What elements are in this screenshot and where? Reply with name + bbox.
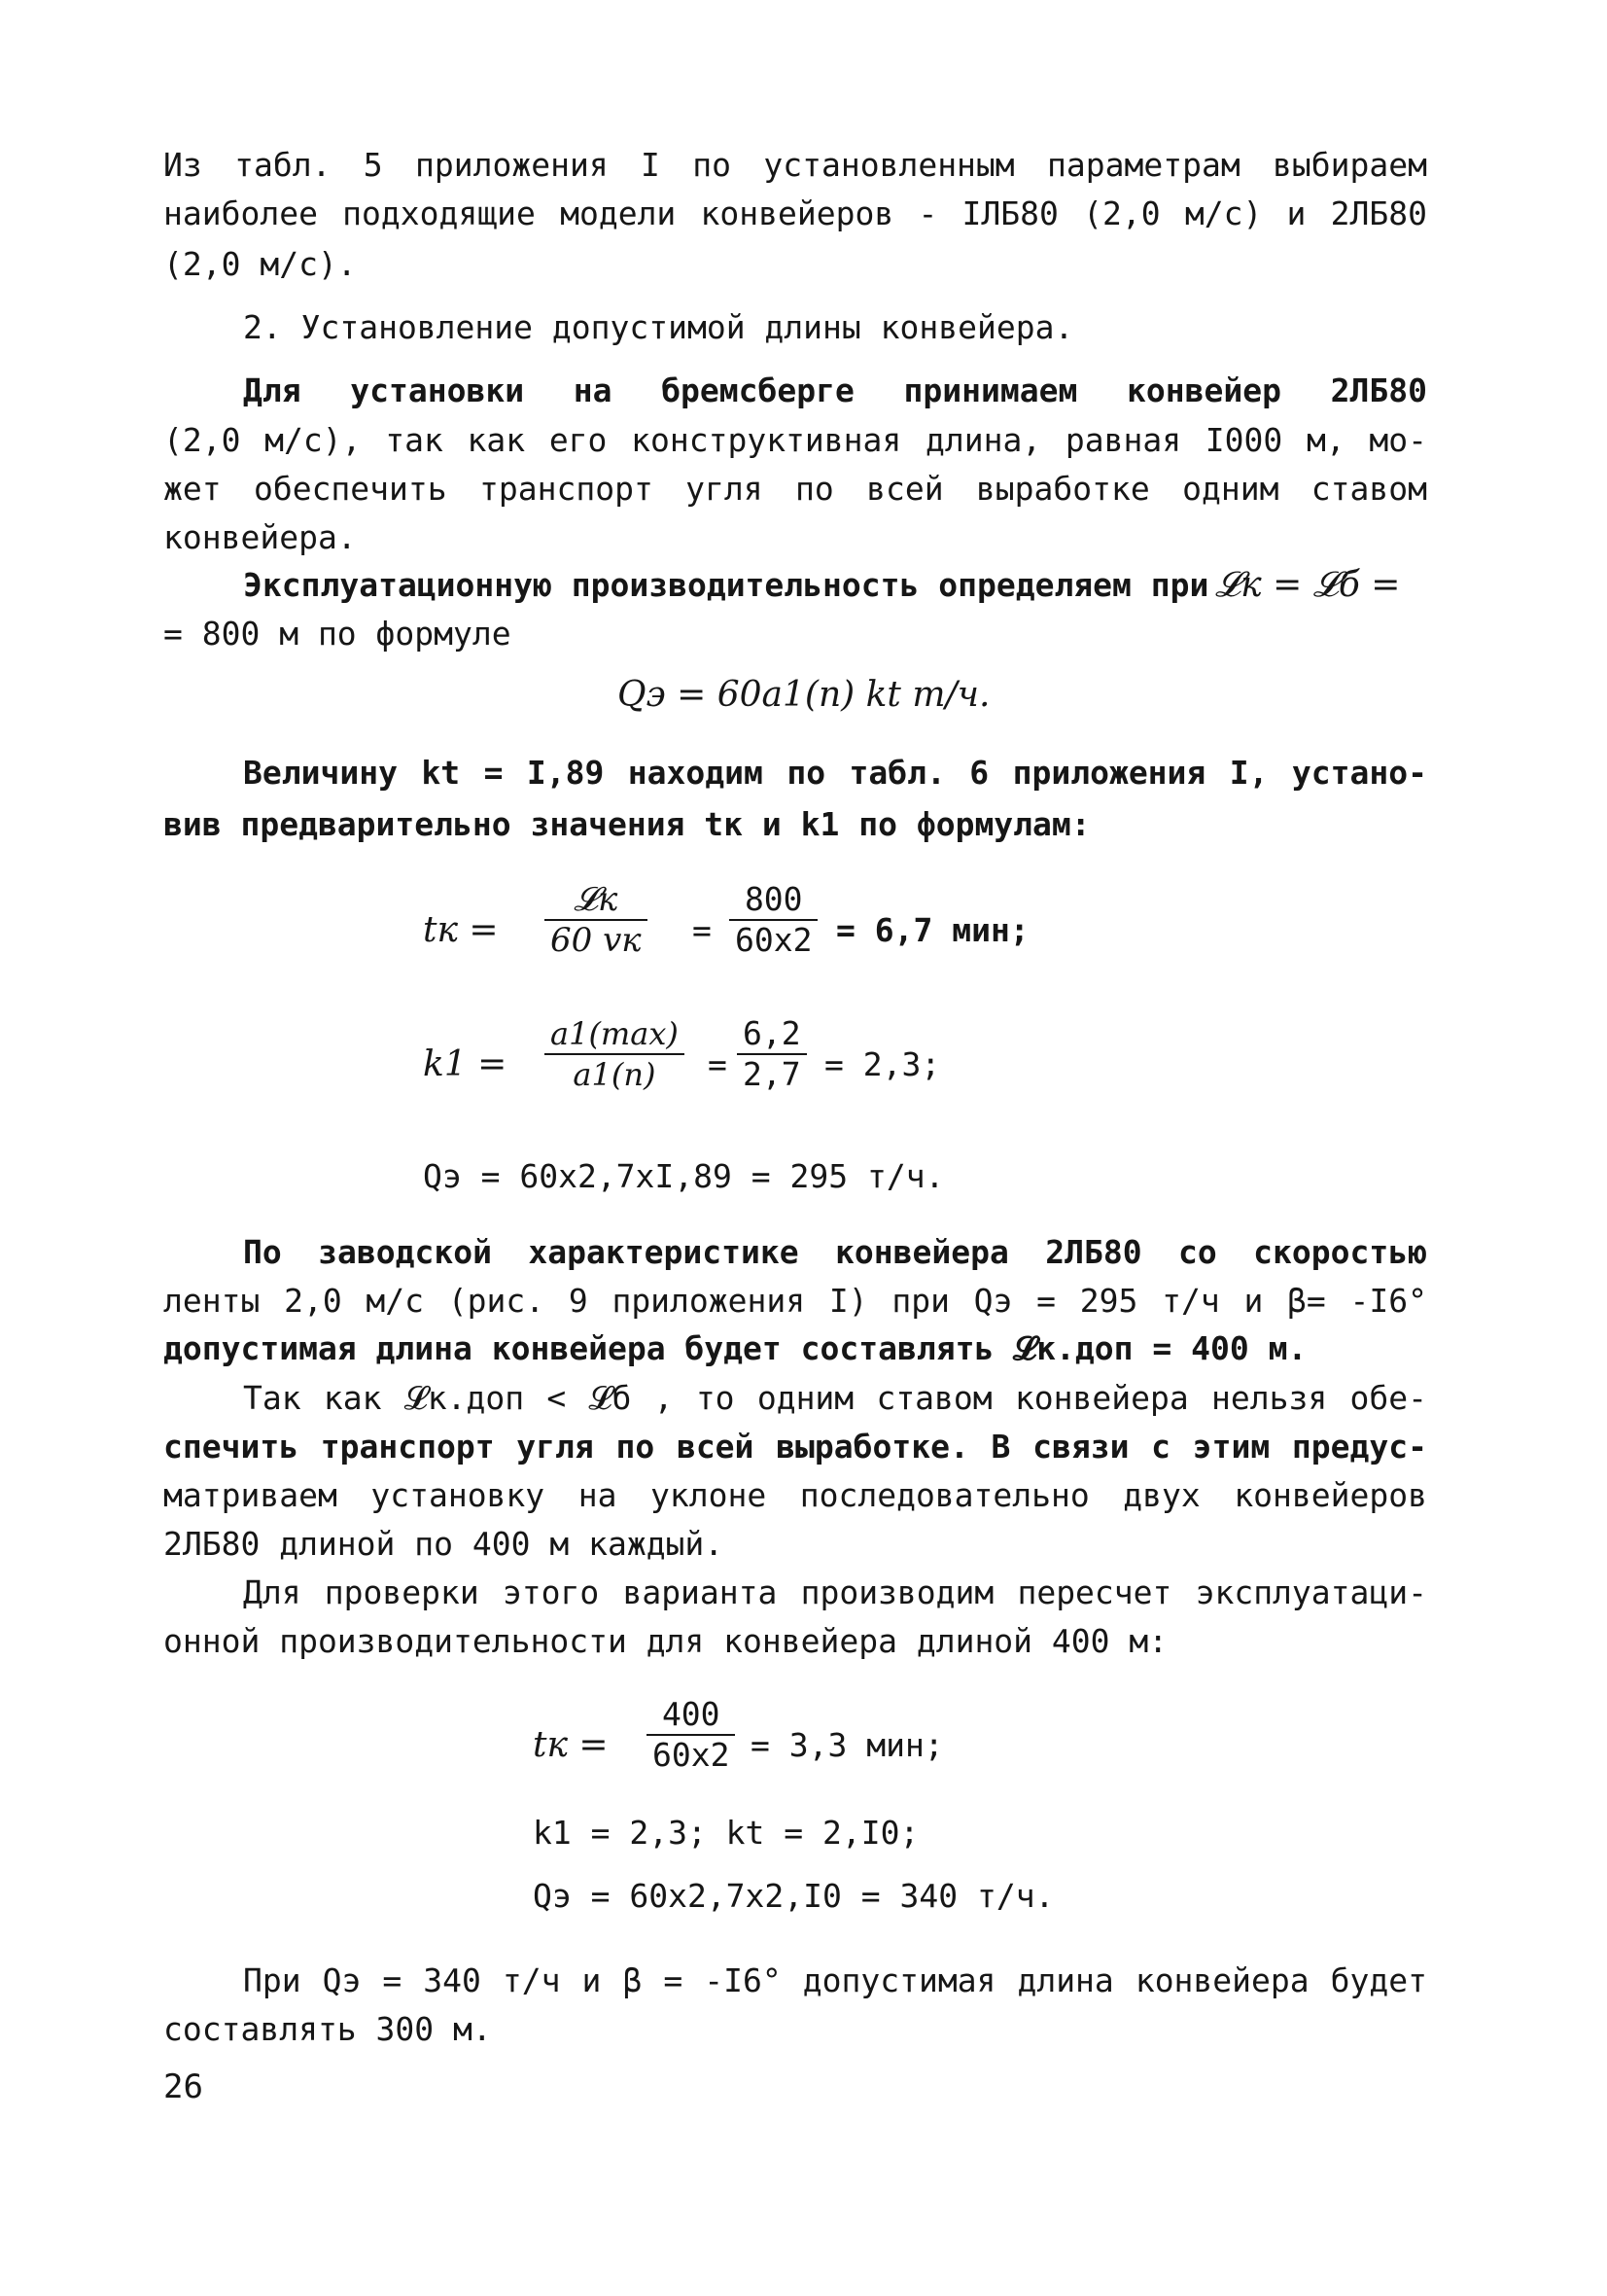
eq2-tk-left: tк =: [533, 1725, 609, 1765]
paragraph-4-line-2: вив предварительно значения tк и k1 по формулам:: [163, 805, 1091, 843]
paragraph-1-line-1: Из табл. 5 приложения I по установленным параметрам выбираем: [163, 146, 1427, 184]
eq-tk-fraction-1-denominator: 60 vк: [550, 921, 642, 960]
eq-k1-result: = 2,3;: [824, 1045, 941, 1083]
eq-tk-result: = 6,7 мин;: [836, 911, 1030, 949]
paragraph-5-line-3: допустимая длина конвейера будет составлять 𝓛к.доп = 400 м.: [163, 1329, 1308, 1367]
paragraph-6-line-1: Так как 𝓛к.доп < 𝓛б , то одним ставом конвейера нельзя обе-: [243, 1379, 1427, 1417]
eq-tk-equals: =: [692, 911, 712, 949]
eq-k1-fraction-2-numerator: 6,2: [737, 1014, 807, 1055]
eq-k1-fraction-1-denominator: a1(п): [573, 1056, 656, 1093]
eq2-q-result: Qэ = 60x2,7x2,I0 = 340 т/ч.: [533, 1877, 1055, 1915]
paragraph-4-line-1: Величину kt = I,89 находим по табл. 6 приложения I, устано-: [243, 754, 1427, 792]
formula-productivity: Qэ = 60a1(п) kt т/ч.: [617, 675, 991, 715]
eq2-tk-fraction: [646, 1695, 735, 1775]
paragraph-3-line-1: Эксплуатационную производительность определяем при: [243, 566, 1209, 604]
eq-k1-fraction-2: [737, 1014, 807, 1094]
eq2-tk-result: = 3,3 мин;: [751, 1726, 944, 1764]
eq-q-result-1: Qэ = 60x2,7xI,89 = 295 т/ч.: [423, 1157, 945, 1195]
paragraph-1-line-3: (2,0 м/с).: [163, 245, 357, 283]
paragraph-5-line-1: По заводской характеристике конвейера 2ЛБ80 со скоростью: [243, 1233, 1427, 1271]
page-number: 26: [163, 2067, 203, 2106]
eq-tk-left: tк =: [423, 910, 499, 950]
eq-k1-fraction-1-numerator: a1(max): [544, 1014, 684, 1055]
paragraph-1-line-2: наиболее подходящие модели конвейеров - IЛБ80 (2,0 м/с) и 2ЛБ80: [163, 194, 1427, 232]
paragraph-5-line-2: ленты 2,0 м/с (рис. 9 приложения I) при Qэ = 295 т/ч и β= -I6°: [163, 1282, 1427, 1320]
eq-tk-fraction-2-numerator: 800: [729, 880, 818, 921]
eq-tk-fraction-1-numerator: 𝓛к: [544, 880, 647, 921]
paragraph-8-line-2: составлять 300 м.: [163, 2010, 492, 2048]
eq-tk-fraction-2: [729, 880, 818, 960]
paragraph-7-line-1: Для проверки этого варианта производим пересчет эксплуатаци-: [243, 1573, 1427, 1611]
paragraph-3-line-2: = 800 м по формуле: [163, 615, 511, 653]
paragraph-2-line-3: жет обеспечить транспорт угля по всей выработке одним ставом: [163, 470, 1427, 508]
section-heading: 2. Установление допустимой длины конвейера.: [243, 308, 1074, 346]
eq-tk-fraction-1: [544, 880, 647, 960]
eq2-k-values: k1 = 2,3; kt = 2,I0;: [533, 1814, 920, 1852]
paragraph-2-line-1: Для установки на бремсберге принимаем конвейер 2ЛБ80: [243, 371, 1427, 409]
paragraph-6-line-2: спечить транспорт угля по всей выработке. В связи с этим предус-: [163, 1428, 1427, 1466]
eq-k1-fraction-2-denominator: 2,7: [743, 1055, 801, 1093]
eq-k1-equals: =: [708, 1045, 727, 1083]
eq-k1-left: k1 =: [423, 1044, 507, 1084]
paragraph-6-line-4: 2ЛБ80 длиной по 400 м каждый.: [163, 1525, 724, 1563]
paragraph-2-line-2: (2,0 м/с), так как его конструктивная длина, равная I000 м, мо-: [163, 421, 1427, 459]
paragraph-2-line-4: конвейера.: [163, 518, 357, 556]
paragraph-6-line-3: матриваем установку на уклоне последовательно двух конвейеров: [163, 1476, 1427, 1514]
paragraph-8-line-1: При Qэ = 340 т/ч и β = -I6° допустимая длина конвейера будет: [243, 1961, 1427, 1999]
formula-length-equality: 𝓛к = 𝓛б =: [1215, 565, 1401, 605]
eq-tk-fraction-2-denominator: 60x2: [735, 921, 813, 959]
eq2-tk-fraction-denominator: 60x2: [652, 1736, 730, 1774]
eq2-tk-fraction-numerator: 400: [646, 1695, 735, 1736]
eq-k1-fraction-1: [544, 1014, 684, 1094]
paragraph-7-line-2: онной производительности для конвейера длиной 400 м:: [163, 1622, 1169, 1660]
